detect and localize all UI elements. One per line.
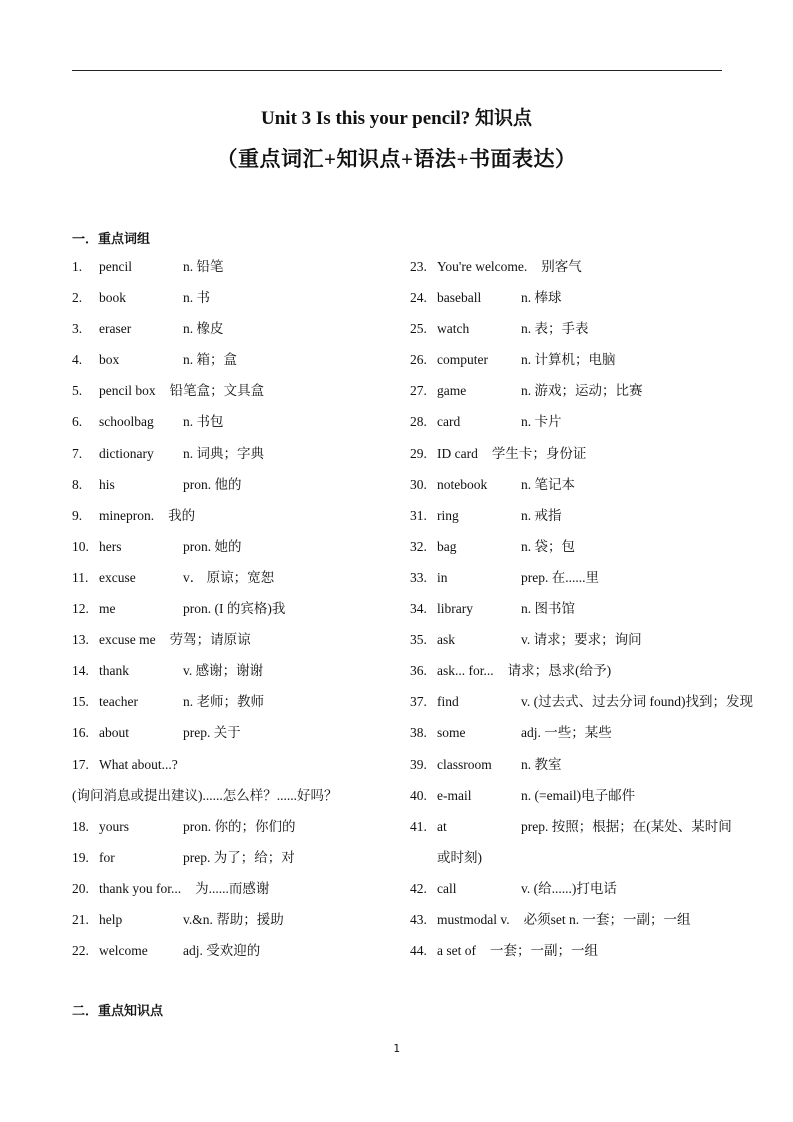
entry-word: minepron.: [99, 507, 155, 523]
entry-word: find: [437, 694, 459, 710]
entry-definition: 图书馆: [534, 601, 575, 617]
entry-word: thank you for...: [99, 880, 182, 896]
entry-part-of-speech: n.: [183, 414, 194, 430]
vocab-entry: [72, 536, 402, 567]
entry-number: 7.: [72, 445, 83, 461]
entry-part-of-speech: v.: [521, 694, 531, 710]
entry-number: 22.: [72, 943, 89, 959]
entry-definition: 原谅；宽恕: [206, 569, 275, 585]
entry-definition: 或时刻): [437, 849, 482, 865]
entry-part-of-speech: n.: [183, 445, 194, 461]
entry-word: watch: [437, 321, 470, 337]
entry-number: 38.: [410, 725, 427, 741]
vocab-entry: [72, 318, 402, 349]
vocab-entry: [410, 505, 730, 536]
vocab-entry: [72, 940, 402, 971]
entry-definition: (给......)打电话: [533, 880, 617, 896]
entry-number: 12.: [72, 601, 89, 617]
entry-word: for: [99, 849, 115, 865]
vocab-list-left: [72, 256, 402, 971]
page-number: 1: [393, 1042, 400, 1055]
entry-definition: 棒球: [534, 290, 562, 306]
entry-part-of-speech: adj.: [183, 943, 203, 959]
entry-part-of-speech: pron.: [183, 538, 212, 554]
entry-definition: 袋；包: [534, 538, 575, 554]
entry-word: help: [99, 911, 123, 927]
entry-definition: 她的: [214, 538, 242, 554]
entry-part-of-speech: n.: [183, 694, 194, 710]
entry-number: 15.: [72, 694, 89, 710]
entry-definition: 按照；根据；在(某处、某时间: [551, 818, 732, 834]
entry-part-of-speech: n.: [521, 383, 532, 399]
entry-definition: 学生卡；身份证: [491, 445, 587, 461]
entry-word: book: [99, 290, 126, 306]
entry-word: ask... for...: [437, 663, 494, 679]
entry-definition: 铅笔盒；文具盒: [169, 383, 265, 399]
vocab-entry: [410, 909, 730, 940]
vocab-entry: [410, 847, 730, 878]
vocab-entry: [72, 474, 402, 505]
entry-number: 18.: [72, 818, 89, 834]
entry-number: 28.: [410, 414, 427, 430]
vocab-entry: [410, 474, 730, 505]
vocab-entry: [410, 567, 730, 598]
entry-definition: 他的: [214, 476, 242, 492]
entry-number: 33.: [410, 569, 427, 585]
entry-word: call: [437, 880, 457, 896]
entry-number: 26.: [410, 352, 427, 368]
entry-part-of-speech: n.: [521, 601, 532, 617]
entry-definition: 劳驾；请原谅: [169, 632, 251, 648]
entry-number: 23.: [410, 259, 427, 274]
entry-word: computer: [437, 352, 488, 368]
entry-part-of-speech: n.: [521, 756, 532, 772]
vocab-entry: [410, 536, 730, 567]
entry-number: 44.: [410, 943, 427, 959]
entry-definition: 请求；恳求(给予): [507, 663, 612, 679]
entry-word: pencil box: [99, 383, 156, 399]
entry-definition: 请求；要求；询问: [533, 632, 642, 648]
section-heading-vocabulary: 一．重点词组: [72, 232, 151, 247]
entry-word: welcome: [99, 943, 148, 959]
vocab-entry: [410, 785, 730, 816]
entry-number: 10.: [72, 538, 89, 554]
entry-definition: 卡片: [534, 414, 562, 430]
entry-number: 27.: [410, 383, 427, 399]
entry-part-of-speech: n.: [183, 321, 194, 337]
entry-part-of-speech: n.: [521, 787, 532, 803]
entry-definition: 为......而感谢: [195, 880, 270, 896]
vocab-entry: [72, 660, 402, 691]
entry-part-of-speech: n.: [521, 507, 532, 523]
vocab-entry: [410, 256, 730, 287]
vocab-entry: [72, 349, 402, 380]
entry-number: 24.: [410, 290, 427, 306]
entry-definition: 书: [196, 290, 210, 306]
entry-part-of-speech: v.&n.: [183, 911, 213, 927]
entry-part-of-speech: n.: [521, 352, 532, 368]
vocab-entry: [72, 816, 402, 847]
entry-word: hers: [99, 538, 122, 554]
vocab-entry: [72, 909, 402, 940]
vocab-entry: [410, 629, 730, 660]
entry-word: teacher: [99, 694, 138, 710]
entry-number: 40.: [410, 787, 427, 803]
vocab-entry: [410, 660, 730, 691]
entry-part-of-speech: v.: [183, 663, 193, 679]
vocab-entry: [72, 411, 402, 442]
entry-number: 17.: [72, 756, 89, 772]
entry-part-of-speech: n.: [183, 290, 194, 306]
entry-word: schoolbag: [99, 414, 154, 430]
entry-word: bag: [437, 538, 457, 554]
entry-word: about: [99, 725, 129, 741]
entry-word: card: [437, 414, 461, 430]
entry-number: 35.: [410, 632, 427, 648]
entry-word: eraser: [99, 321, 132, 337]
entry-part-of-speech: prep.: [183, 725, 211, 741]
entry-number: 11.: [72, 569, 89, 585]
entry-word: dictionary: [99, 445, 154, 461]
vocab-entry: [410, 349, 730, 380]
entry-word: at: [437, 818, 447, 834]
vocab-entry: [72, 785, 402, 816]
vocab-entry: [410, 816, 730, 847]
entry-definition: (过去式、过去分词 found)找到；发现: [533, 694, 753, 710]
vocab-entry: [410, 691, 753, 722]
vocab-entry: [72, 598, 402, 629]
vocab-entry: [410, 380, 730, 411]
entry-definition: 游戏；运动；比赛: [534, 383, 643, 399]
vocab-entry: [72, 691, 402, 722]
entry-word: box: [99, 352, 120, 368]
entry-word: ask: [437, 632, 455, 648]
entry-number: 1.: [72, 259, 83, 274]
vocab-entry: [72, 878, 402, 909]
entry-word: notebook: [437, 476, 488, 492]
entry-number: 14.: [72, 663, 89, 679]
entry-definition: 受欢迎的: [206, 943, 261, 959]
entry-part-of-speech: v.: [521, 632, 531, 648]
entry-number: 6.: [72, 414, 83, 430]
entry-word: ring: [437, 507, 459, 523]
entry-number: 31.: [410, 507, 427, 523]
entry-number: 20.: [72, 880, 89, 896]
entry-word: mustmodal v.: [437, 911, 510, 927]
entry-number: 42.: [410, 880, 427, 896]
vocab-entry: [410, 318, 730, 349]
entry-part-of-speech: pron.: [183, 818, 212, 834]
entry-definition: 笔记本: [534, 476, 575, 492]
entry-number: 13.: [72, 632, 89, 648]
entry-definition: (=email)电子邮件: [534, 787, 636, 803]
entry-word: pencil: [99, 259, 132, 274]
vocab-entry: [72, 754, 402, 785]
entry-definition: 橡皮: [196, 321, 224, 337]
vocab-entry: [72, 722, 402, 753]
entry-number: 25.: [410, 321, 427, 337]
entry-number: 8.: [72, 476, 83, 492]
entry-definition: 计算机；电脑: [534, 352, 616, 368]
entry-definition: 别客气: [541, 259, 582, 274]
vocab-entry: [72, 287, 402, 318]
entry-definition: 为了；给；对: [213, 849, 295, 865]
vocab-entry: [410, 940, 730, 971]
entry-definition: 教室: [534, 756, 562, 772]
entry-definition: 一套；一副；一组: [489, 943, 598, 959]
entry-part-of-speech: adj.: [521, 725, 541, 741]
entry-number: 16.: [72, 725, 89, 741]
header-rule: [72, 70, 722, 71]
entry-definition: 词典；字典: [196, 445, 264, 461]
entry-number: 43.: [410, 911, 427, 927]
entry-number: 19.: [72, 849, 89, 865]
entry-definition: 箱；盒: [196, 352, 237, 368]
section-heading-knowledge-points: 二．重点知识点: [72, 1004, 164, 1019]
vocab-entry: [72, 567, 402, 598]
entry-number: 5.: [72, 383, 83, 399]
entry-number: 3.: [72, 321, 83, 337]
entry-word: excuse: [99, 569, 136, 585]
entry-word: library: [437, 601, 473, 617]
entry-word: ID card: [437, 445, 478, 461]
entry-word: some: [437, 725, 466, 741]
entry-definition: 戒指: [534, 507, 562, 523]
vocab-entry: [410, 287, 730, 318]
entry-number: 36.: [410, 663, 427, 679]
vocab-entry: [72, 505, 402, 536]
entry-part-of-speech: n.: [521, 538, 532, 554]
entry-definition: 一些；某些: [544, 725, 612, 741]
entry-definition: 必须set n. 一套；一副；一组: [523, 911, 691, 927]
vocab-entry: [410, 411, 730, 442]
entry-definition: 关于: [213, 725, 241, 741]
entry-number: 21.: [72, 911, 89, 927]
entry-word: his: [99, 476, 115, 492]
vocab-entry: [410, 754, 730, 785]
entry-part-of-speech: n.: [521, 321, 532, 337]
entry-number: 30.: [410, 476, 427, 492]
entry-number: 39.: [410, 756, 427, 772]
document-title: Unit 3 Is this your pencil? 知识点: [261, 108, 532, 129]
entry-definition: 老师；教师: [196, 694, 264, 710]
entry-number: 34.: [410, 601, 427, 617]
vocab-entry: [410, 598, 730, 629]
entry-part-of-speech: pron.: [183, 476, 212, 492]
entry-word: thank: [99, 663, 129, 679]
entry-part-of-speech: n.: [183, 259, 194, 274]
entry-definition: (询问消息或提出建议)......怎么样？......好吗？: [72, 787, 338, 803]
entry-word: classroom: [437, 756, 492, 772]
entry-number: 41.: [410, 818, 427, 834]
entry-definition: 铅笔: [196, 259, 224, 274]
entry-word: You're welcome.: [437, 259, 528, 274]
vocab-list-right: [410, 256, 753, 971]
entry-definition: 帮助；援助: [216, 911, 284, 927]
entry-part-of-speech: n.: [183, 352, 194, 368]
entry-part-of-speech: n.: [521, 476, 532, 492]
entry-definition: 你的；你们的: [214, 818, 296, 834]
entry-word: e-mail: [437, 787, 472, 803]
entry-word: excuse me: [99, 632, 156, 648]
entry-part-of-speech: n.: [521, 414, 532, 430]
entry-part-of-speech: prep.: [521, 818, 549, 834]
entry-definition: 我的: [168, 507, 196, 523]
vocab-entry: [72, 847, 402, 878]
entry-part-of-speech: v.: [521, 880, 531, 896]
entry-number: 32.: [410, 538, 427, 554]
vocab-entry: [410, 443, 730, 474]
entry-definition: 书包: [196, 414, 224, 430]
entry-number: 2.: [72, 290, 83, 306]
entry-part-of-speech: n.: [521, 290, 532, 306]
entry-number: 9.: [72, 507, 83, 523]
entry-word: me: [99, 601, 116, 617]
entry-part-of-speech: prep.: [521, 569, 549, 585]
vocab-entry: [410, 878, 730, 909]
entry-number: 29.: [410, 445, 427, 461]
entry-word: yours: [99, 818, 129, 834]
vocab-entry: [410, 722, 730, 753]
document-subtitle: （重点词汇+知识点+语法+书面表达）: [216, 147, 577, 171]
vocab-entry: [72, 380, 402, 411]
entry-part-of-speech: pron.: [183, 601, 212, 617]
vocab-entry: [72, 256, 402, 287]
entry-definition: (I 的宾格)我: [214, 601, 286, 617]
entry-number: 37.: [410, 694, 427, 710]
vocab-entry: [72, 629, 402, 660]
entry-word: What about...?: [99, 756, 178, 772]
entry-definition: 在......里: [551, 569, 599, 585]
entry-word: in: [437, 569, 448, 585]
entry-definition: 表；手表: [534, 321, 589, 337]
entry-word: a set of: [437, 943, 476, 959]
entry-word: game: [437, 383, 467, 399]
entry-part-of-speech: prep.: [183, 849, 211, 865]
entry-part-of-speech: v．: [183, 569, 204, 585]
entry-definition: 感谢；谢谢: [195, 663, 264, 679]
vocab-entry: [72, 443, 402, 474]
entry-word: baseball: [437, 290, 482, 306]
entry-number: 4.: [72, 352, 83, 368]
